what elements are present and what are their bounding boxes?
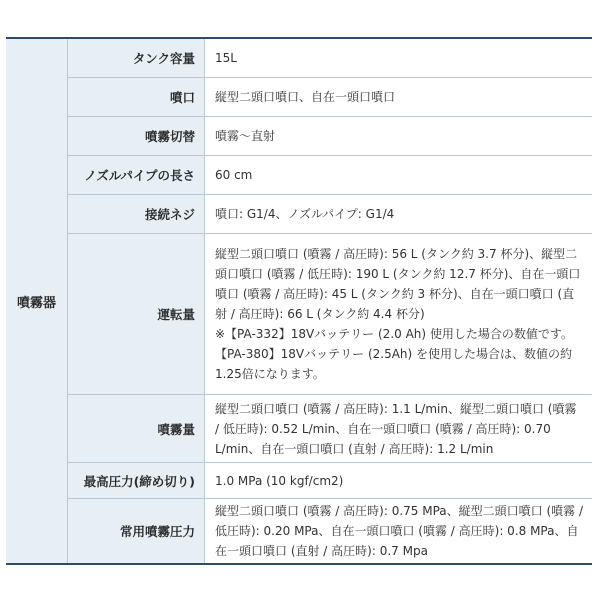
- row-value: 縦型二頭口噴口、自在一頭口噴口: [215, 90, 396, 104]
- row-label: 最高圧力(締め切り): [68, 463, 205, 498]
- spec-row-spray-switch: [68, 117, 592, 156]
- row-label: 噴口: [68, 78, 205, 116]
- category-label: 噴霧器: [6, 39, 68, 563]
- spec-row-tank-capacity: [68, 39, 592, 78]
- row-value: 15L: [215, 51, 237, 65]
- row-value: 縦型二頭口噴口 (噴霧 / 高圧時): 0.75 MPa、縦型二頭口噴口 (噴霧 / 低圧時): 0.20 MPa、自在一頭口噴口 (噴霧 / 高圧時): 0.8 MPa、自在一頭口噴口 (直射 / 高圧時): 0.7 Mpa: [215, 504, 584, 558]
- spec-row-working-pressure: [68, 499, 592, 563]
- spec-row-nozzle: [68, 78, 592, 117]
- operating-volume-note: ※【PA-332】18Vバッテリー (2.0 Ah) 使用した場合の数値です。【PA-380】18Vバッテリー (2.5Ah) を使用した場合は、数値の約 1.25倍になります。: [215, 327, 573, 381]
- operating-volume-text: 縦型二頭口噴口 (噴霧 / 高圧時): 56 L (タンク約 3.7 杯分)、縦型二頭口噴口 (噴霧 / 低圧時): 190 L (タンク約 12.7 杯分)、自在一頭口噴口 (噴霧 / 高圧時): 45 L (タンク約 3 杯分)、自在一頭口噴口 (直射 / 高圧時): 66 L (タンク約 4.4 杯分): [215, 247, 581, 321]
- row-label: ノズルパイプの長さ: [68, 156, 205, 194]
- row-value: [205, 234, 592, 394]
- spec-row-spray-amount: [68, 395, 592, 463]
- row-label: 噴霧切替: [68, 117, 205, 155]
- row-label: 常用噴霧圧力: [68, 499, 205, 563]
- spec-rows: [68, 39, 592, 563]
- spec-row-max-pressure: [68, 463, 592, 499]
- row-value: 60 cm: [215, 168, 253, 182]
- row-label: タンク容量: [68, 39, 205, 77]
- spec-row-connection-thread: [68, 195, 592, 234]
- spec-row-operating-volume: [68, 234, 592, 395]
- row-label: 接続ネジ: [68, 195, 205, 233]
- row-label: 運転量: [68, 234, 205, 394]
- row-value: 噴口: G1/4、ノズルパイプ: G1/4: [215, 207, 395, 221]
- row-label: 噴霧量: [68, 395, 205, 462]
- row-value: 噴霧～直射: [215, 129, 276, 143]
- spec-table: [6, 37, 592, 565]
- row-value: 1.0 MPa (10 kgf/cm2): [215, 473, 344, 488]
- spec-row-nozzle-pipe-length: [68, 156, 592, 195]
- row-value: 縦型二頭口噴口 (噴霧 / 高圧時): 1.1 L/min、縦型二頭口噴口 (噴霧 / 低圧時): 0.52 L/min、自在一頭口噴口 (噴霧 / 高圧時): 0.70 L/min、自在一頭口噴口 (直射 / 高圧時): 1.2 L/min: [215, 401, 577, 456]
